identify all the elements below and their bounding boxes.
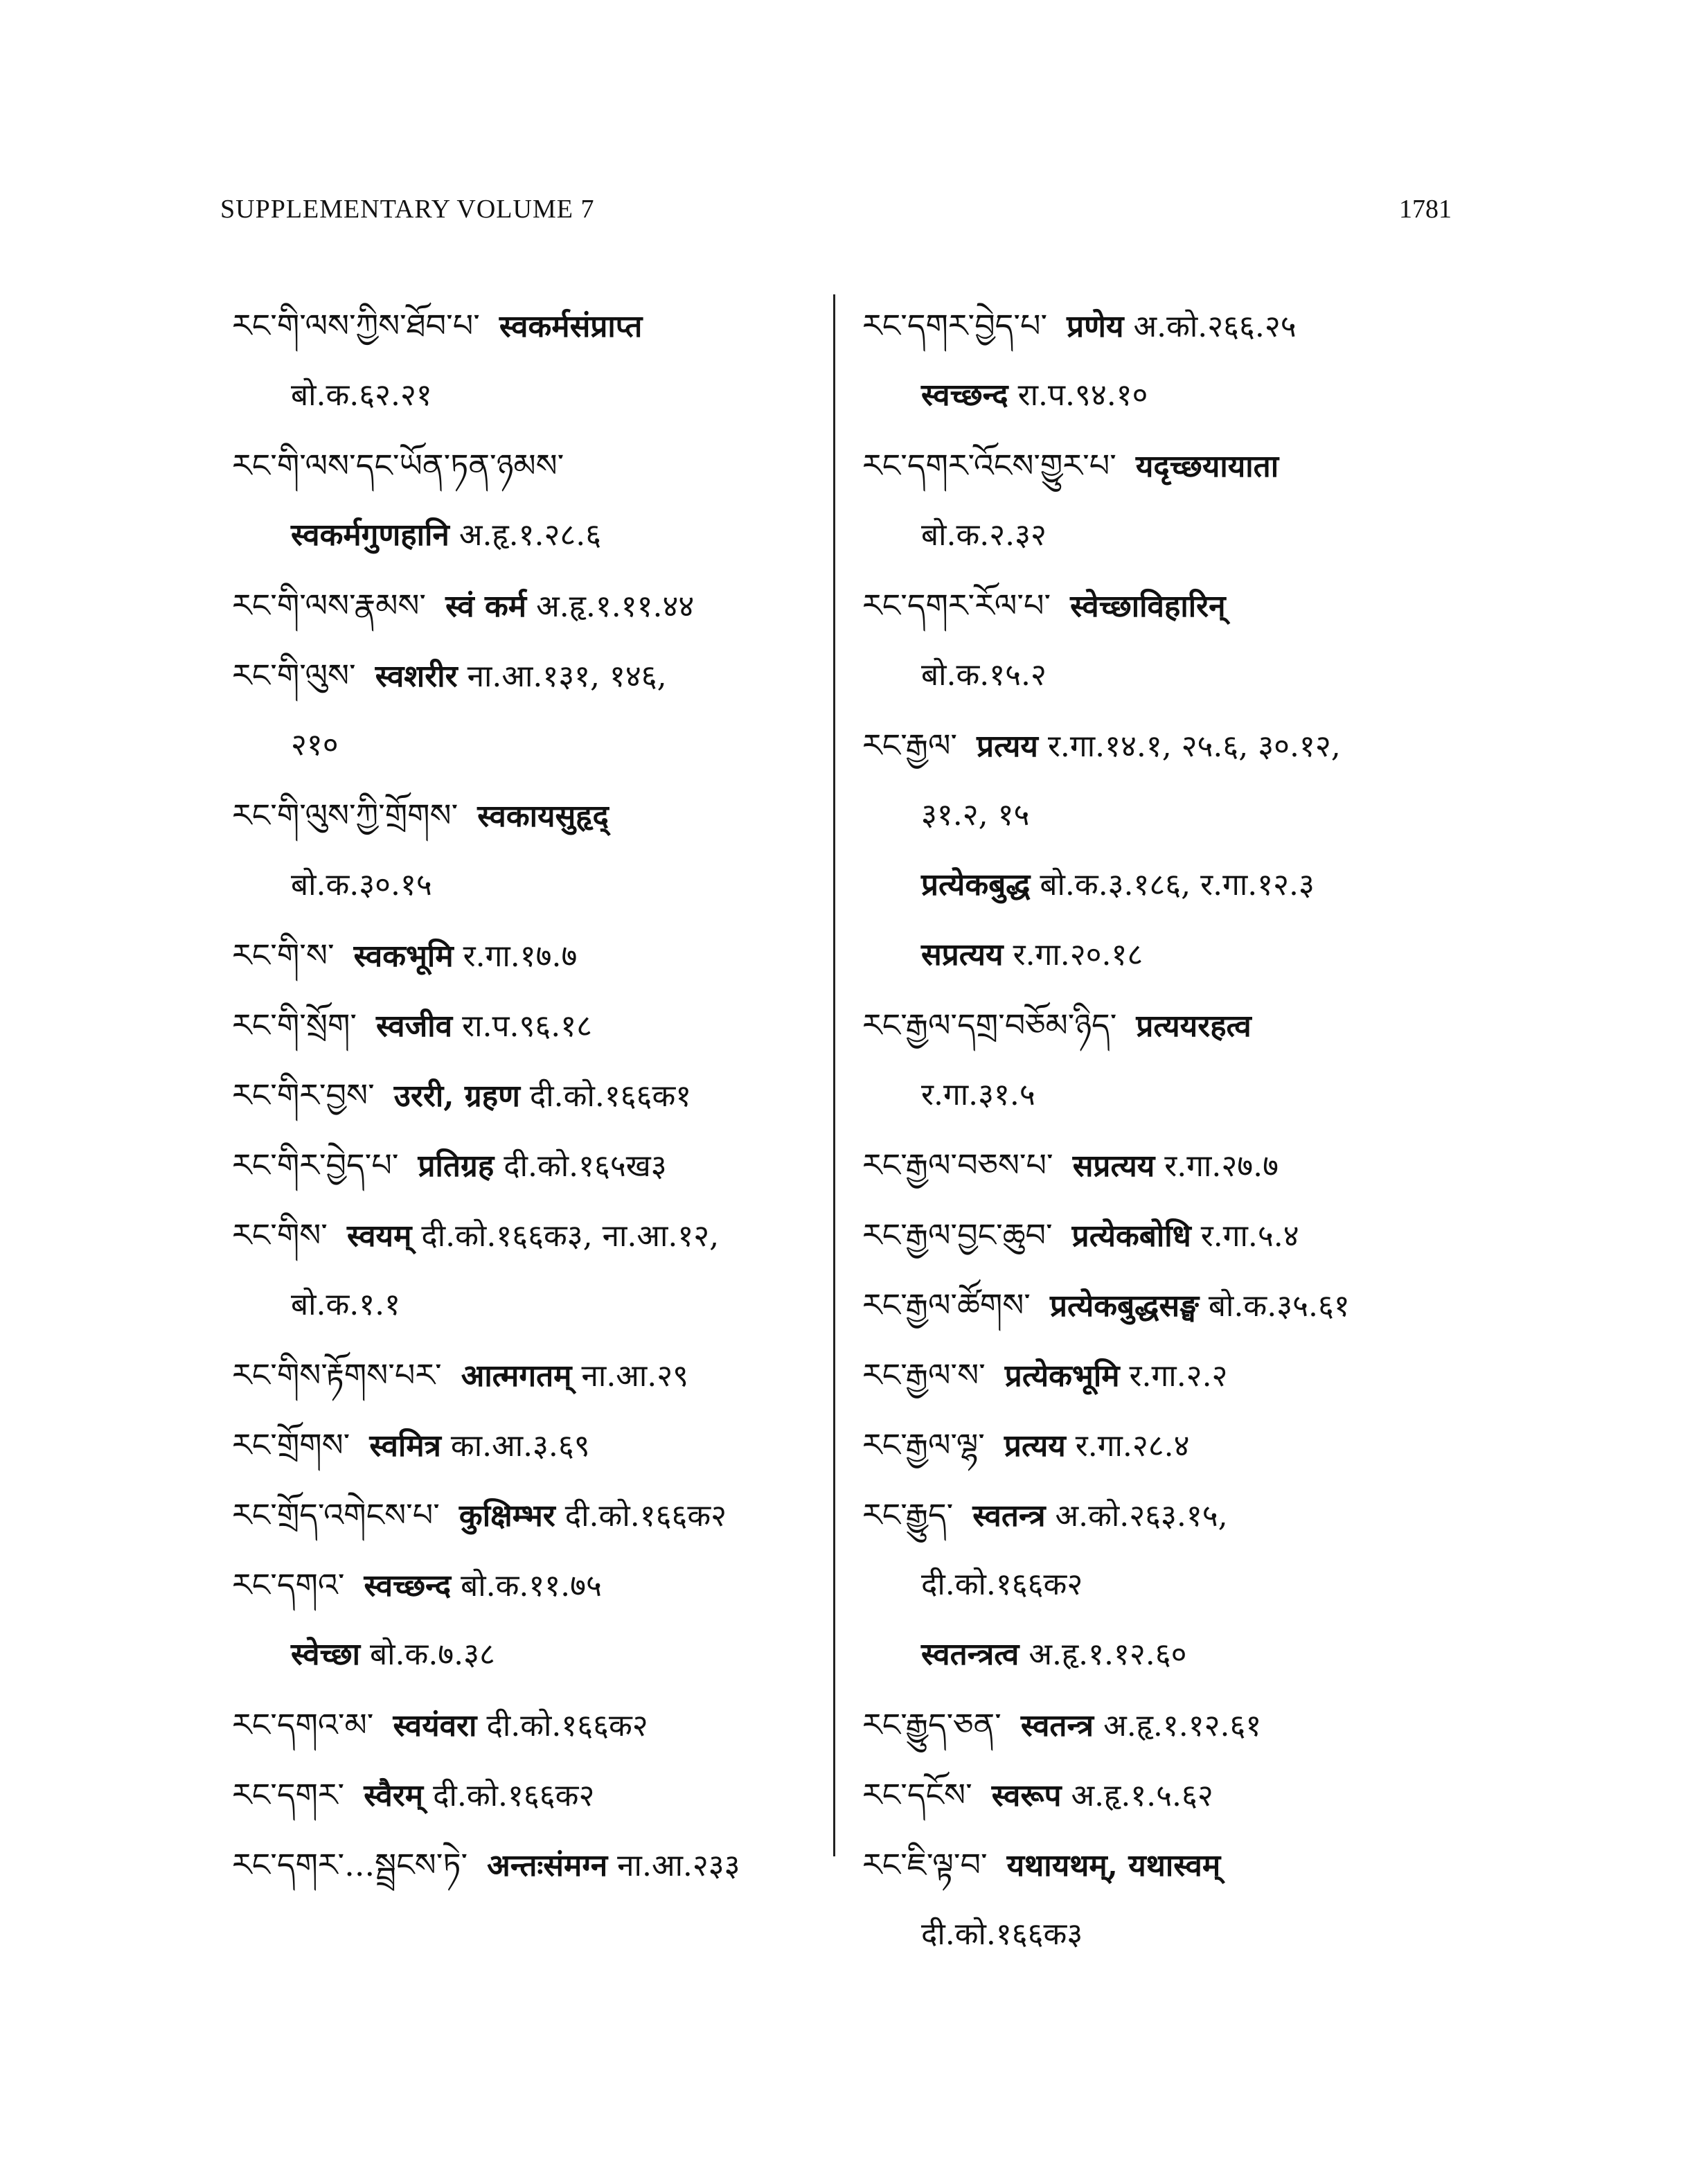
tibetan-headword: རང་དགའ་མ་ bbox=[232, 1706, 374, 1743]
source-reference: र.गा.१४.१, २५.६, ३०.१२, bbox=[1047, 729, 1341, 764]
entry-continuation-line bbox=[232, 858, 821, 927]
sanskrit-equivalent: स्वेच्छा bbox=[291, 1637, 361, 1672]
sanskrit-equivalent: स्वच्छन्द bbox=[921, 378, 1008, 413]
tibetan-headword: རང་གྲོགས་ bbox=[232, 1426, 350, 1464]
source-reference: दी.को.१६६क३, ना.आ.१२, bbox=[421, 1218, 720, 1254]
entry-continuation-line bbox=[862, 1557, 1472, 1627]
tibetan-headword: རང་རྒྱལ་ཚོགས་ bbox=[862, 1286, 1031, 1324]
entry-continuation-line bbox=[232, 718, 821, 788]
tibetan-headword: རང་གིས་རྟོགས་པར་ bbox=[232, 1356, 442, 1394]
sanskrit-equivalent: स्वशरीर bbox=[375, 659, 458, 694]
source-reference: रा.प.९६.१८ bbox=[462, 1009, 592, 1044]
entry-continuation-line bbox=[862, 368, 1472, 438]
source-reference: र.गा.२७.७ bbox=[1164, 1148, 1279, 1184]
source-reference: अ.हृ.१.२८.६ bbox=[458, 517, 602, 553]
entry-line bbox=[232, 438, 821, 508]
source-reference: र.गा.२.२ bbox=[1129, 1358, 1228, 1394]
source-reference: बो.क.३०.१५ bbox=[291, 867, 432, 903]
source-reference: २१० bbox=[291, 727, 339, 763]
entry-line bbox=[862, 1767, 1472, 1837]
page-number: 1781 bbox=[1399, 195, 1452, 224]
source-reference: र.गा.२०.१८ bbox=[1013, 937, 1143, 973]
sanskrit-equivalent: यथायथम्, यथास्वम् bbox=[1006, 1848, 1221, 1883]
sanskrit-equivalent: स्वच्छन्द bbox=[364, 1568, 452, 1604]
tibetan-headword: རང་གི་ས་ bbox=[232, 936, 335, 974]
tibetan-headword: རང་རྒྱལ་བྱང་ཆུབ་ bbox=[862, 1216, 1053, 1254]
source-reference: बो.क.६२.२१ bbox=[291, 378, 432, 413]
entry-line bbox=[862, 1487, 1472, 1557]
sanskrit-equivalent: स्वं कर्म bbox=[445, 589, 527, 624]
entry-line bbox=[862, 1347, 1472, 1417]
sanskrit-equivalent: उररी, ग्रहण bbox=[393, 1078, 520, 1114]
tibetan-headword: རང་རྒྱལ་དགྲ་བཅོམ་ཉིད་ bbox=[862, 1006, 1117, 1044]
sanskrit-equivalent: स्वयम् bbox=[346, 1218, 412, 1254]
sanskrit-equivalent: स्वेच्छाविहारिन् bbox=[1070, 589, 1226, 624]
entry-line bbox=[862, 997, 1472, 1067]
source-reference: र.गा.२८.४ bbox=[1075, 1428, 1190, 1464]
left-column bbox=[232, 298, 821, 1907]
entry-line bbox=[862, 298, 1472, 368]
source-reference: दी.को.१६६क२ bbox=[433, 1778, 595, 1813]
sanskrit-equivalent: प्रत्येकबुद्ध bbox=[921, 867, 1031, 903]
sanskrit-equivalent: यदृच्छयायाता bbox=[1135, 449, 1279, 484]
tibetan-headword: རང་དགར་ bbox=[232, 1776, 345, 1813]
running-head: SUPPLEMENTARY VOLUME 7 bbox=[220, 195, 595, 224]
source-reference: अ.हृ.१.१२.६० bbox=[1028, 1637, 1187, 1672]
source-reference: रा.प.९४.१० bbox=[1017, 378, 1148, 413]
tibetan-headword: རང་གི་ལུས་ bbox=[232, 657, 356, 694]
source-reference: बो.क.३५.६१ bbox=[1208, 1288, 1350, 1324]
column-divider bbox=[833, 294, 835, 1856]
source-reference: र.गा.३१.५ bbox=[921, 1077, 1035, 1112]
sanskrit-equivalent: स्वतन्त्र bbox=[972, 1498, 1046, 1534]
sanskrit-equivalent: स्वतन्त्र bbox=[1020, 1708, 1094, 1743]
entry-line bbox=[232, 298, 821, 368]
source-reference: ना.आ.२३३ bbox=[617, 1848, 740, 1883]
tibetan-headword: རང་གི་ལས་ཀྱིས་ཐོབ་པ་ bbox=[232, 307, 480, 344]
right-column bbox=[862, 298, 1472, 1977]
source-reference: अ.हृ.१.११.४४ bbox=[536, 589, 695, 624]
tibetan-headword: རང་དགར་རོལ་པ་ bbox=[862, 587, 1051, 624]
entry-continuation-line bbox=[862, 1067, 1472, 1137]
tibetan-headword: རང་གི་ལུས་ཀྱི་གྲོགས་ bbox=[232, 797, 458, 834]
source-reference: अ.हृ.१.१२.६१ bbox=[1103, 1708, 1262, 1743]
tibetan-headword: རང་གི་སྲོག་ bbox=[232, 1006, 357, 1044]
entry-continuation-line bbox=[232, 508, 821, 578]
entry-line bbox=[232, 1417, 821, 1487]
page-header bbox=[220, 194, 1452, 236]
tibetan-headword: རང་རྒྱུད་ bbox=[862, 1496, 954, 1534]
source-reference: बो.क.७.३८ bbox=[370, 1637, 495, 1672]
tibetan-headword: རང་གི་ལས་དང་ཡོན་ཏན་ཉམས་ bbox=[232, 447, 564, 484]
source-reference: बो.क.१५.२ bbox=[921, 657, 1047, 693]
entry-line bbox=[862, 578, 1472, 648]
entry-line bbox=[862, 1207, 1472, 1277]
sanskrit-equivalent: स्वयंवरा bbox=[393, 1708, 477, 1743]
entry-continuation-line bbox=[862, 648, 1472, 718]
tibetan-headword: རང་དངོས་ bbox=[862, 1776, 972, 1813]
sanskrit-equivalent: स्वकर्मगुणहानि bbox=[291, 517, 449, 553]
tibetan-headword: རང་གིར་བྱེད་པ་ bbox=[232, 1146, 399, 1184]
tibetan-headword: རང་རྒྱལ་བཅས་པ་ bbox=[862, 1146, 1053, 1184]
source-reference: बो.क.१.१ bbox=[291, 1287, 401, 1322]
entry-continuation-line bbox=[862, 508, 1472, 578]
tibetan-headword: རང་གི་ལས་རྣམས་ bbox=[232, 587, 427, 624]
sanskrit-equivalent: स्वरूप bbox=[991, 1778, 1062, 1813]
source-reference: अ.को.२६६.२५ bbox=[1133, 309, 1297, 344]
tibetan-headword: རང་རྒྱལ་ bbox=[862, 727, 958, 764]
entry-continuation-line bbox=[862, 1627, 1472, 1697]
entry-continuation-line bbox=[232, 1277, 821, 1347]
entry-line bbox=[862, 438, 1472, 508]
entry-line bbox=[232, 1347, 821, 1417]
source-reference: र.गा.५.४ bbox=[1200, 1218, 1299, 1254]
entry-line bbox=[232, 578, 821, 648]
entry-continuation-line bbox=[862, 858, 1472, 927]
sanskrit-equivalent: अन्तःसंमग्न bbox=[487, 1848, 608, 1883]
sanskrit-equivalent: प्रत्यय bbox=[1004, 1428, 1066, 1464]
tibetan-headword: རང་དགར་བྱེད་པ་ bbox=[862, 307, 1048, 344]
sanskrit-equivalent: स्वकभूमि bbox=[353, 939, 454, 974]
entry-line bbox=[862, 1697, 1472, 1767]
entry-continuation-line bbox=[862, 788, 1472, 858]
tibetan-headword: རང་གིར་བྱས་ bbox=[232, 1076, 375, 1114]
entry-line bbox=[232, 1487, 821, 1557]
entry-line bbox=[862, 1277, 1472, 1347]
sanskrit-equivalent: प्रणेय bbox=[1067, 309, 1124, 344]
sanskrit-equivalent: सप्रत्यय bbox=[1072, 1148, 1155, 1184]
sanskrit-equivalent: प्रत्ययरहत्व bbox=[1136, 1009, 1252, 1044]
source-reference: अ.हृ.१.५.६२ bbox=[1071, 1778, 1213, 1813]
source-reference: ३१.२, १५ bbox=[921, 797, 1030, 833]
tibetan-headword: རང་རྒྱུད་ཅན་ bbox=[862, 1706, 1001, 1743]
entry-line bbox=[232, 1137, 821, 1207]
source-reference: ना.आ.२९ bbox=[581, 1358, 689, 1394]
tibetan-headword: རང་གྲོད་འགེངས་པ་ bbox=[232, 1496, 440, 1534]
tibetan-headword: རང་རྒྱལ་ས་ bbox=[862, 1356, 986, 1394]
source-reference: र.गा.१७.७ bbox=[463, 939, 578, 974]
sanskrit-equivalent: स्वैरम् bbox=[364, 1778, 424, 1813]
entry-line bbox=[232, 1207, 821, 1277]
entry-continuation-line bbox=[862, 927, 1472, 997]
entry-line bbox=[232, 1837, 821, 1907]
entry-line bbox=[862, 1417, 1472, 1487]
source-reference: ना.आ.१३१, १४६, bbox=[467, 659, 667, 694]
entry-line bbox=[862, 1137, 1472, 1207]
sanskrit-equivalent: स्वकर्मसंप्राप्त bbox=[499, 309, 643, 344]
tibetan-headword: རང་ཇི་ལྟ་བ་ bbox=[862, 1846, 988, 1883]
source-reference: दी.को.१६६क१ bbox=[529, 1078, 692, 1114]
source-reference: दी.को.१६६क२ bbox=[564, 1498, 727, 1534]
tibetan-headword: རང་དགའ་ bbox=[232, 1566, 345, 1604]
sanskrit-equivalent: प्रतिग्रह bbox=[418, 1148, 495, 1184]
entry-line bbox=[232, 788, 821, 858]
sanskrit-equivalent: स्वतन्त्रत्व bbox=[921, 1637, 1019, 1672]
sanskrit-equivalent: प्रत्यय bbox=[977, 729, 1038, 764]
sanskrit-equivalent: स्वकायसुहृद् bbox=[477, 799, 609, 834]
sanskrit-equivalent: प्रत्येकभूमि bbox=[1004, 1358, 1120, 1394]
source-reference: बो.क.२.३२ bbox=[921, 517, 1047, 553]
sanskrit-equivalent: स्वजीव bbox=[376, 1009, 453, 1044]
entry-line bbox=[232, 648, 821, 718]
entry-line bbox=[232, 1697, 821, 1767]
tibetan-headword: རང་དགར་...སྦྲངས་ཏེ་ bbox=[232, 1846, 468, 1883]
source-reference: दी.को.१६६क२ bbox=[921, 1567, 1083, 1602]
entry-line bbox=[232, 1557, 821, 1627]
source-reference: दी.को.१६६क२ bbox=[486, 1708, 648, 1743]
entry-line bbox=[862, 718, 1472, 788]
sanskrit-equivalent: स्वमित्र bbox=[369, 1428, 441, 1464]
entry-continuation-line bbox=[862, 1907, 1472, 1977]
source-reference: का.आ.३.६९ bbox=[450, 1428, 590, 1464]
sanskrit-equivalent: आत्मगतम् bbox=[461, 1358, 572, 1394]
entry-line bbox=[232, 997, 821, 1067]
tibetan-headword: རང་གིས་ bbox=[232, 1216, 328, 1254]
entry-line bbox=[862, 1837, 1472, 1907]
source-reference: बो.क.३.१८६, र.गा.१२.३ bbox=[1040, 867, 1315, 903]
tibetan-headword: རང་རྒྱལ་ལྷ་ bbox=[862, 1426, 985, 1464]
entry-continuation-line bbox=[232, 1627, 821, 1697]
source-reference: दी.को.१६६क३ bbox=[921, 1917, 1083, 1952]
source-reference: दी.को.१६५ख३ bbox=[504, 1148, 667, 1184]
entry-continuation-line bbox=[232, 368, 821, 438]
sanskrit-equivalent: कुक्षिम्भर bbox=[458, 1498, 555, 1534]
sanskrit-equivalent: प्रत्येकबोधि bbox=[1071, 1218, 1191, 1254]
source-reference: बो.क.११.७५ bbox=[461, 1568, 602, 1604]
sanskrit-equivalent: सप्रत्यय bbox=[921, 937, 1004, 973]
entry-line bbox=[232, 1767, 821, 1837]
sanskrit-equivalent: प्रत्येकबुद्धसङ्घ bbox=[1049, 1288, 1199, 1324]
entry-line bbox=[232, 927, 821, 997]
source-reference: अ.को.२६३.१५, bbox=[1055, 1498, 1228, 1534]
entry-line bbox=[232, 1067, 821, 1137]
tibetan-headword: རང་དགར་འོངས་གྱུར་པ་ bbox=[862, 447, 1116, 484]
